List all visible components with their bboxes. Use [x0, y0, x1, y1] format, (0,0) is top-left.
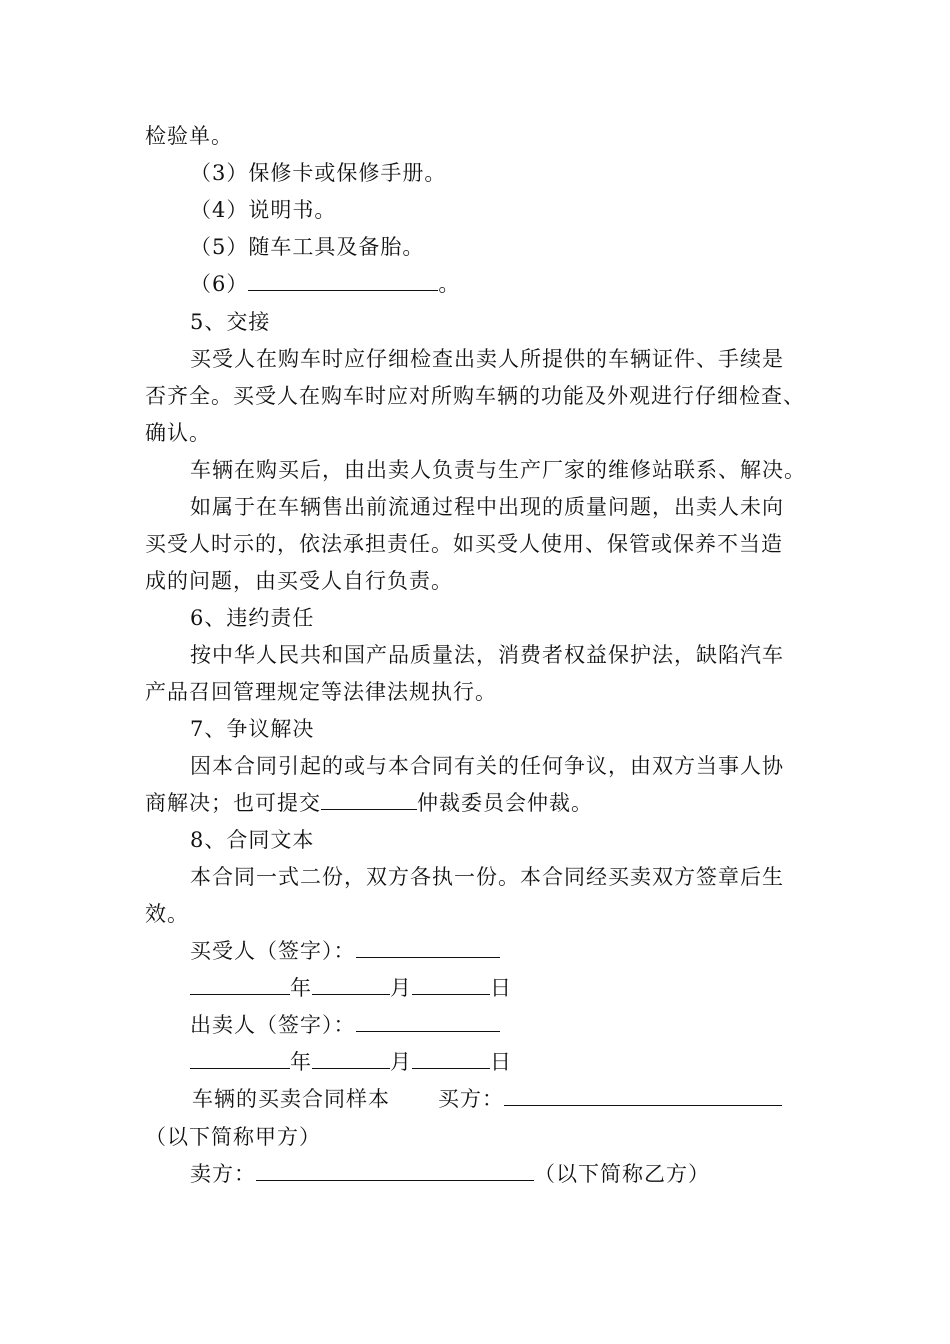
text-segment: （以下简称乙方） [534, 1162, 710, 1186]
text-line: 确认。 [145, 421, 211, 445]
buyer-signature-line [190, 937, 870, 965]
section-heading: 6、违约责任 [190, 606, 315, 630]
text-line: （3）保修卡或保修手册。 [190, 161, 447, 185]
text-line: 因本合同引起的或与本合同有关的任何争议，由双方当事人协 [190, 754, 784, 778]
month-label: 月 [390, 976, 412, 1000]
text-line: 产品召回管理规定等法律法规执行。 [145, 680, 497, 704]
year-label: 年 [290, 976, 312, 1000]
buyer-signature-blank[interactable] [356, 937, 500, 958]
text-line: 否齐全。买受人在购车时应对所购车辆的功能及外观进行仔细检查、 [145, 384, 805, 408]
seller-party-line [190, 1160, 870, 1188]
text-line: 检验单。 [145, 124, 233, 148]
seller-date-line [190, 1048, 870, 1076]
text-line: 成的问题，由买受人自行负责。 [145, 569, 453, 593]
text-line: （4）说明书。 [190, 198, 337, 222]
day-blank[interactable] [412, 1048, 490, 1069]
text-segment: 商解决；也可提交 [145, 791, 321, 815]
text-line: 效。 [145, 902, 189, 926]
seller-signature-blank[interactable] [356, 1011, 500, 1032]
seller-signature-line [190, 1011, 870, 1039]
text-line: （5）随车工具及备胎。 [190, 235, 425, 259]
text-line: 按中华人民共和国产品质量法，消费者权益保护法，缺陷汽车 [190, 643, 784, 667]
buyer-signature-label: 买受人（签字）： [190, 939, 356, 963]
section-heading: 8、合同文本 [190, 828, 315, 852]
day-label: 日 [490, 976, 512, 1000]
buyer-name-blank[interactable] [504, 1085, 782, 1106]
text-line: 买受人在购车时应仔细检查出卖人所提供的车辆证件、手续是 [190, 347, 784, 371]
text-line-blank [190, 270, 870, 298]
text-line: 本合同一式二份，双方各执一份。本合同经买卖双方签章后生 [190, 865, 784, 889]
year-blank[interactable] [190, 974, 290, 995]
month-label: 月 [390, 1050, 412, 1074]
text-line: 如属于在车辆售出前流通过程中出现的质量问题，出卖人未向 [190, 495, 784, 519]
buyer-label: 买方： [438, 1087, 504, 1111]
text-line: 买受人时示的，依法承担责任。如买受人使用、保管或保养不当造 [145, 532, 783, 556]
seller-name-blank[interactable] [256, 1160, 534, 1181]
contract-title: 车辆的买卖合同样本 [192, 1087, 390, 1111]
day-blank[interactable] [412, 974, 490, 995]
contract-sample-heading [192, 1085, 872, 1113]
section-heading: 7、争议解决 [190, 717, 315, 741]
punctuation: 。 [438, 272, 461, 296]
text-segment: 仲裁委员会仲裁。 [417, 791, 593, 815]
month-blank[interactable] [312, 1048, 390, 1069]
item-label: （6） [190, 272, 249, 296]
year-label: 年 [290, 1050, 312, 1074]
seller-signature-label: 出卖人（签字）： [190, 1013, 356, 1037]
year-blank[interactable] [190, 1048, 290, 1069]
text-line: 车辆在购买后，由出卖人负责与生产厂家的维修站联系、解决。 [190, 458, 806, 482]
seller-label: 卖方： [190, 1162, 256, 1186]
text-line-blank [145, 789, 825, 817]
section-heading: 5、交接 [190, 310, 271, 334]
text-line: （以下简称甲方） [145, 1125, 321, 1149]
month-blank[interactable] [312, 974, 390, 995]
buyer-date-line [190, 974, 870, 1002]
fill-blank[interactable] [321, 789, 417, 810]
fill-blank[interactable] [248, 270, 438, 291]
day-label: 日 [490, 1050, 512, 1074]
